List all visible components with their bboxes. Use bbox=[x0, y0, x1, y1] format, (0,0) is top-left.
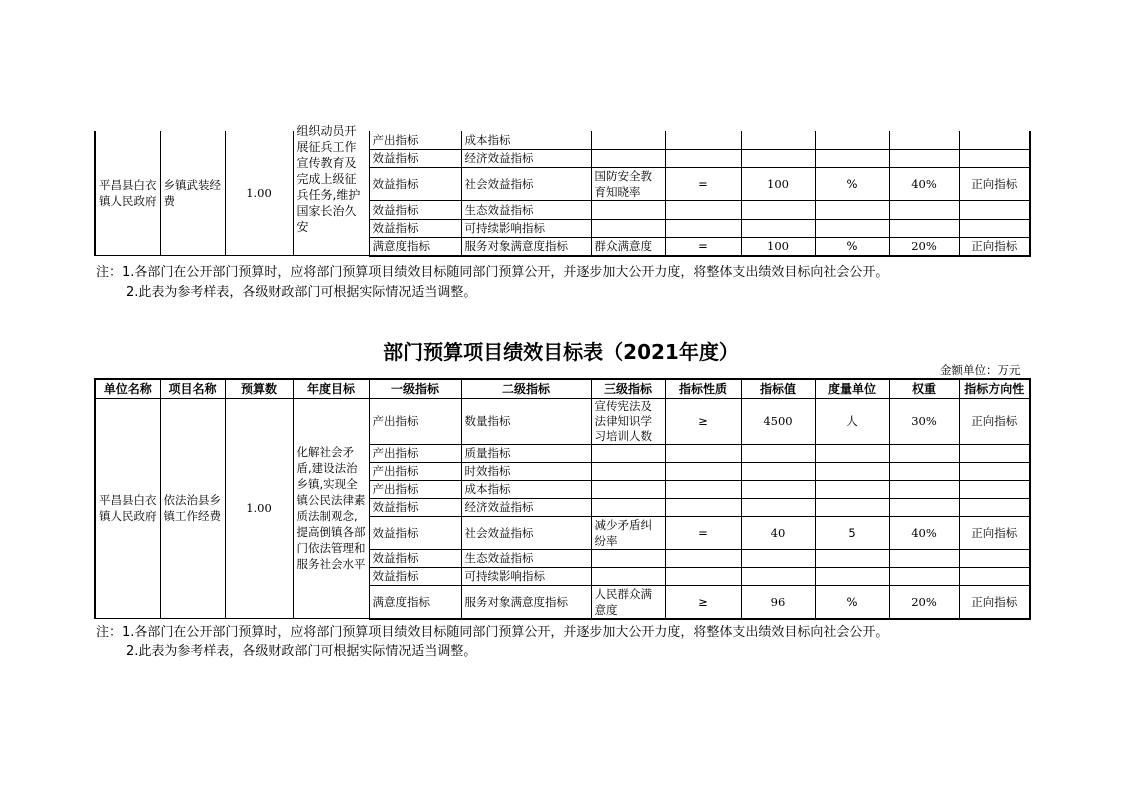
indicator-nature bbox=[665, 462, 741, 480]
level1-indicator: 效益指标 bbox=[369, 167, 461, 200]
indicator-nature bbox=[665, 549, 741, 567]
header-value: 指标值 bbox=[741, 379, 815, 398]
indicator-nature: = bbox=[665, 237, 741, 255]
level3-indicator: 减少矛盾纠纷率 bbox=[591, 516, 665, 549]
header-unit-name: 单位名称 bbox=[95, 379, 160, 398]
level3-indicator: 人民群众满意度 bbox=[591, 585, 665, 619]
level1-indicator: 产出指标 bbox=[369, 480, 461, 498]
unit-name-cell: 平昌县白衣镇人民政府 bbox=[95, 398, 160, 619]
indicator-value bbox=[741, 549, 815, 567]
indicator-value bbox=[741, 480, 815, 498]
performance-table-continued bbox=[94, 124, 1031, 257]
level1-indicator: 产出指标 bbox=[369, 131, 461, 149]
header-level3: 三级指标 bbox=[591, 379, 665, 398]
annual-goal-cell: 化解社会矛盾,建设法治乡镇,实现全镇公民法律素质法制观念,提高倒镇各部门依法管理和服务社会水平 bbox=[293, 398, 369, 619]
weight: 40% bbox=[889, 516, 959, 549]
measure-unit bbox=[815, 498, 889, 516]
level3-indicator bbox=[591, 567, 665, 585]
weight: 20% bbox=[889, 585, 959, 619]
indicator-value bbox=[741, 219, 815, 237]
level2-indicator: 时效指标 bbox=[461, 462, 591, 480]
annual-goal-cell bbox=[293, 124, 369, 256]
amount-unit-label: 金额单位：万元 bbox=[940, 363, 1021, 377]
level2-indicator: 生态效益指标 bbox=[461, 549, 591, 567]
level2-indicator: 成本指标 bbox=[461, 480, 591, 498]
level1-indicator: 效益指标 bbox=[369, 567, 461, 585]
level3-indicator bbox=[591, 444, 665, 462]
weight bbox=[889, 444, 959, 462]
indicator-direction bbox=[959, 201, 1030, 219]
level1-indicator: 效益指标 bbox=[369, 201, 461, 219]
indicator-direction bbox=[959, 462, 1030, 480]
header-annual-goal: 年度目标 bbox=[293, 379, 369, 398]
indicator-direction bbox=[959, 444, 1030, 462]
indicator-value bbox=[741, 131, 815, 149]
measure-unit bbox=[815, 219, 889, 237]
measure-unit: 5 bbox=[815, 516, 889, 549]
level2-indicator: 生态效益指标 bbox=[461, 201, 591, 219]
level3-indicator: 宣传宪法及法律知识学习培训人数 bbox=[591, 398, 665, 444]
weight: 40% bbox=[889, 167, 959, 200]
level1-indicator: 产出指标 bbox=[369, 398, 461, 444]
indicator-value: 96 bbox=[741, 585, 815, 619]
level2-indicator: 数量指标 bbox=[461, 398, 591, 444]
project-name-cell: 乡镇武装经费 bbox=[160, 131, 225, 256]
indicator-direction bbox=[959, 480, 1030, 498]
level1-indicator: 效益指标 bbox=[369, 498, 461, 516]
indicator-value: 40 bbox=[741, 516, 815, 549]
budget-cell: 1.00 bbox=[225, 398, 293, 619]
measure-unit: % bbox=[815, 167, 889, 200]
project-name-cell: 依法治县乡镇工作经费 bbox=[160, 398, 225, 619]
indicator-value: 100 bbox=[741, 167, 815, 200]
level2-indicator: 社会效益指标 bbox=[461, 516, 591, 549]
weight bbox=[889, 219, 959, 237]
indicator-direction: 正向指标 bbox=[959, 516, 1030, 549]
measure-unit bbox=[815, 201, 889, 219]
indicator-direction: 正向指标 bbox=[959, 237, 1030, 255]
indicator-nature bbox=[665, 131, 741, 149]
indicator-value bbox=[741, 498, 815, 516]
weight: 30% bbox=[889, 398, 959, 444]
indicator-value bbox=[741, 462, 815, 480]
level2-indicator: 可持续影响指标 bbox=[461, 219, 591, 237]
indicator-value bbox=[741, 567, 815, 585]
indicator-direction bbox=[959, 149, 1030, 167]
unit-name-cell: 平昌县白衣镇人民政府 bbox=[95, 131, 160, 256]
level3-indicator bbox=[591, 462, 665, 480]
level3-indicator bbox=[591, 201, 665, 219]
level2-indicator: 成本指标 bbox=[461, 131, 591, 149]
level2-indicator: 社会效益指标 bbox=[461, 167, 591, 200]
level3-indicator bbox=[591, 131, 665, 149]
level1-indicator: 效益指标 bbox=[369, 219, 461, 237]
indicator-nature bbox=[665, 498, 741, 516]
measure-unit bbox=[815, 549, 889, 567]
weight bbox=[889, 480, 959, 498]
level3-indicator bbox=[591, 498, 665, 516]
level1-indicator: 效益指标 bbox=[369, 516, 461, 549]
measure-unit bbox=[815, 131, 889, 149]
indicator-nature: = bbox=[665, 516, 741, 549]
level3-indicator bbox=[591, 149, 665, 167]
measure-unit: % bbox=[815, 237, 889, 255]
level2-indicator: 经济效益指标 bbox=[461, 149, 591, 167]
indicator-nature bbox=[665, 219, 741, 237]
indicator-direction: 正向指标 bbox=[959, 585, 1030, 619]
level2-indicator: 服务对象满意度指标 bbox=[461, 237, 591, 255]
level1-indicator: 满意度指标 bbox=[369, 237, 461, 255]
header-budget: 预算数 bbox=[225, 379, 293, 398]
indicator-value: 4500 bbox=[741, 398, 815, 444]
level3-indicator bbox=[591, 549, 665, 567]
indicator-nature bbox=[665, 149, 741, 167]
indicator-direction bbox=[959, 498, 1030, 516]
weight bbox=[889, 498, 959, 516]
level1-indicator: 产出指标 bbox=[369, 444, 461, 462]
level3-indicator: 国防安全教育知晓率 bbox=[591, 167, 665, 200]
weight bbox=[889, 201, 959, 219]
level3-indicator: 群众满意度 bbox=[591, 237, 665, 255]
note-line-2: 2.此表为参考样表，各级财政部门可根据实际情况适当调整。 bbox=[126, 285, 477, 300]
note-line-2: 2.此表为参考样表，各级财政部门可根据实际情况适当调整。 bbox=[126, 644, 477, 659]
weight bbox=[889, 567, 959, 585]
level2-indicator: 经济效益指标 bbox=[461, 498, 591, 516]
indicator-nature: = bbox=[665, 167, 741, 200]
annual-goal-text: 组织动员开展征兵工作宣传教育及完成上级征兵任务,维护国家长治久安 bbox=[296, 124, 361, 234]
level3-indicator bbox=[591, 480, 665, 498]
note-line-1: 注：1.各部门在公开部门预算时，应将部门预算项目绩效目标随同部门预算公开，并逐步加大公开力度，将整体支出绩效目标向社会公开。 bbox=[96, 625, 889, 640]
level1-indicator: 满意度指标 bbox=[369, 585, 461, 619]
indicator-nature bbox=[665, 444, 741, 462]
indicator-value: 100 bbox=[741, 237, 815, 255]
level1-indicator: 效益指标 bbox=[369, 149, 461, 167]
measure-unit: 人 bbox=[815, 398, 889, 444]
measure-unit: % bbox=[815, 585, 889, 619]
indicator-value bbox=[741, 201, 815, 219]
indicator-nature bbox=[665, 201, 741, 219]
level3-indicator bbox=[591, 219, 665, 237]
header-measure-unit: 度量单位 bbox=[815, 379, 889, 398]
indicator-direction bbox=[959, 567, 1030, 585]
indicator-direction bbox=[959, 549, 1030, 567]
indicator-value bbox=[741, 444, 815, 462]
indicator-direction bbox=[959, 219, 1030, 237]
level2-indicator: 可持续影响指标 bbox=[461, 567, 591, 585]
budget-cell: 1.00 bbox=[225, 131, 293, 256]
weight: 20% bbox=[889, 237, 959, 255]
indicator-direction: 正向指标 bbox=[959, 167, 1030, 200]
level1-indicator: 效益指标 bbox=[369, 549, 461, 567]
indicator-nature bbox=[665, 567, 741, 585]
header-project-name: 项目名称 bbox=[160, 379, 225, 398]
level2-indicator: 质量指标 bbox=[461, 444, 591, 462]
weight bbox=[889, 462, 959, 480]
indicator-nature: ≥ bbox=[665, 585, 741, 619]
measure-unit bbox=[815, 444, 889, 462]
header-nature: 指标性质 bbox=[665, 379, 741, 398]
header-direction: 指标方向性 bbox=[959, 379, 1030, 398]
performance-table bbox=[94, 378, 1031, 620]
weight bbox=[889, 131, 959, 149]
indicator-direction: 正向指标 bbox=[959, 398, 1030, 444]
header-weight: 权重 bbox=[889, 379, 959, 398]
weight bbox=[889, 549, 959, 567]
measure-unit bbox=[815, 567, 889, 585]
measure-unit bbox=[815, 149, 889, 167]
measure-unit bbox=[815, 480, 889, 498]
indicator-direction bbox=[959, 131, 1030, 149]
weight bbox=[889, 149, 959, 167]
indicator-nature bbox=[665, 480, 741, 498]
level2-indicator: 服务对象满意度指标 bbox=[461, 585, 591, 619]
header-level1: 一级指标 bbox=[369, 379, 461, 398]
note-line-1: 注：1.各部门在公开部门预算时，应将部门预算项目绩效目标随同部门预算公开，并逐步加大公开力度，将整体支出绩效目标向社会公开。 bbox=[96, 265, 889, 280]
indicator-value bbox=[741, 149, 815, 167]
page-title: 部门预算项目绩效目标表（2021年度） bbox=[383, 340, 739, 364]
header-level2: 二级指标 bbox=[461, 379, 591, 398]
indicator-nature: ≥ bbox=[665, 398, 741, 444]
level1-indicator: 产出指标 bbox=[369, 462, 461, 480]
measure-unit bbox=[815, 462, 889, 480]
